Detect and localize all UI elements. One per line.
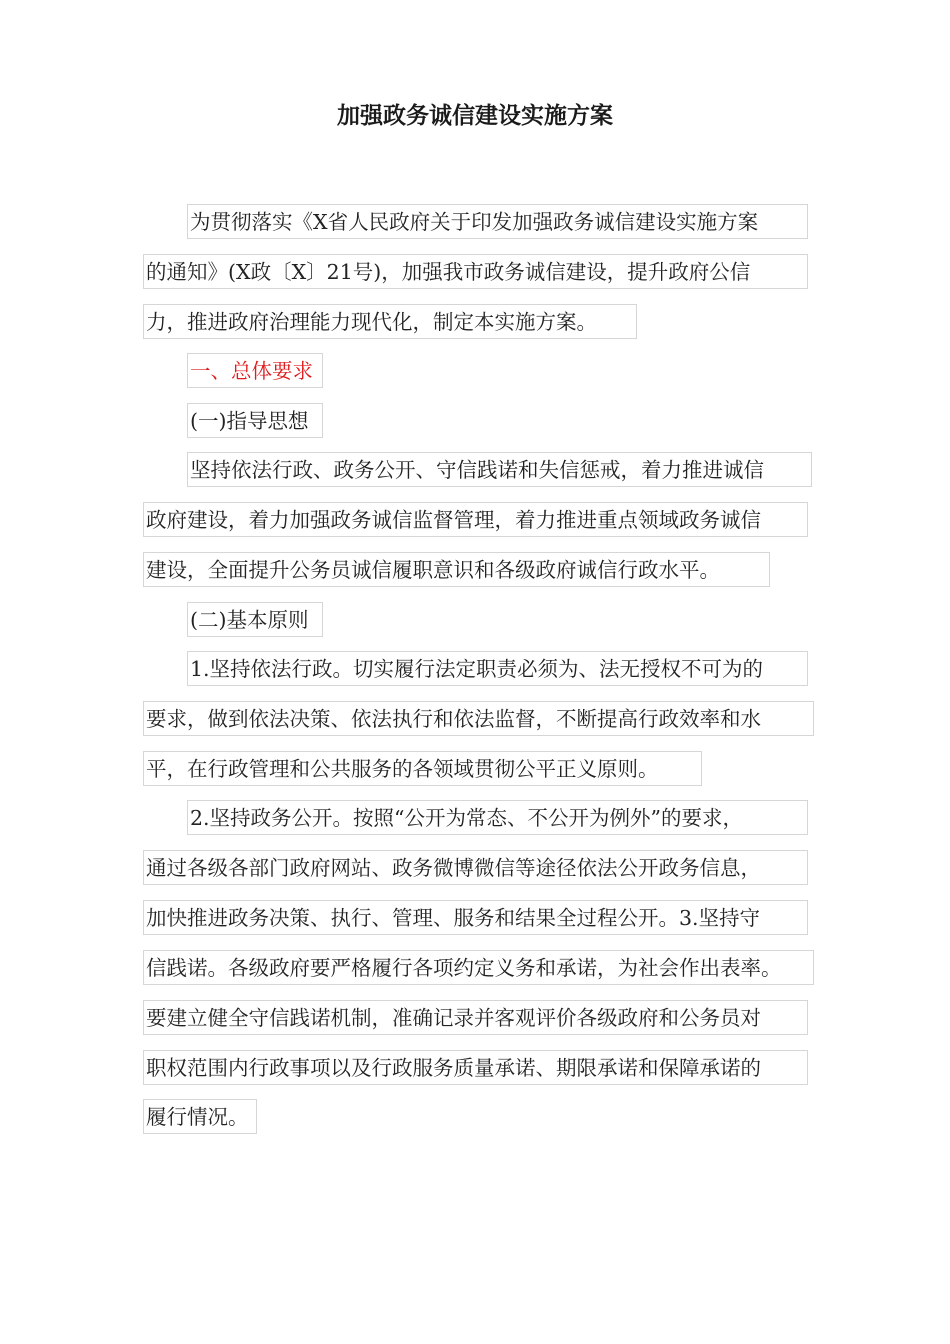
paragraph-line: 职权范围内行政事项以及行政服务质量承诺、期限承诺和保障承诺的 bbox=[143, 1050, 808, 1085]
paragraph-line: 的通知》(X政〔X〕21号)，加强我市政务诚信建设，提升政府公信 bbox=[143, 254, 808, 289]
paragraph-line: 要建立健全守信践诺机制，准确记录并客观评价各级政府和公务员对 bbox=[143, 1000, 808, 1035]
paragraph-line: 加快推进政务决策、执行、管理、服务和结果全过程公开。3.坚持守 bbox=[143, 900, 808, 935]
paragraph-line: 履行情况。 bbox=[143, 1099, 257, 1134]
paragraph-line: 建设，全面提升公务员诚信履职意识和各级政府诚信行政水平。 bbox=[143, 552, 770, 587]
subsection-heading: (二)基本原则 bbox=[187, 602, 323, 637]
paragraph-line: 要求，做到依法决策、依法执行和依法监督，不断提高行政效率和水 bbox=[143, 701, 814, 736]
section-heading: 一、总体要求 bbox=[187, 353, 323, 388]
paragraph-line: 信践诺。各级政府要严格履行各项约定义务和承诺，为社会作出表率。 bbox=[143, 950, 814, 985]
paragraph-line: 2.坚持政务公开。按照“公开为常态、不公开为例外”的要求， bbox=[187, 800, 808, 835]
paragraph-line: 为贯彻落实《X省人民政府关于印发加强政务诚信建设实施方案 bbox=[187, 204, 808, 239]
document-title: 加强政务诚信建设实施方案 bbox=[337, 102, 613, 129]
paragraph-line: 力，推进政府治理能力现代化，制定本实施方案。 bbox=[143, 304, 637, 339]
paragraph-line: 坚持依法行政、政务公开、守信践诺和失信惩戒，着力推进诚信 bbox=[187, 452, 812, 487]
paragraph-line: 通过各级各部门政府网站、政务微博微信等途径依法公开政务信息， bbox=[143, 850, 808, 885]
subsection-heading: (一)指导思想 bbox=[187, 403, 323, 438]
paragraph-line: 1.坚持依法行政。切实履行法定职责必须为、法无授权不可为的 bbox=[187, 651, 808, 686]
paragraph-line: 政府建设，着力加强政务诚信监督管理，着力推进重点领域政务诚信 bbox=[143, 502, 808, 537]
paragraph-line: 平，在行政管理和公共服务的各领域贯彻公平正义原则。 bbox=[143, 751, 702, 786]
